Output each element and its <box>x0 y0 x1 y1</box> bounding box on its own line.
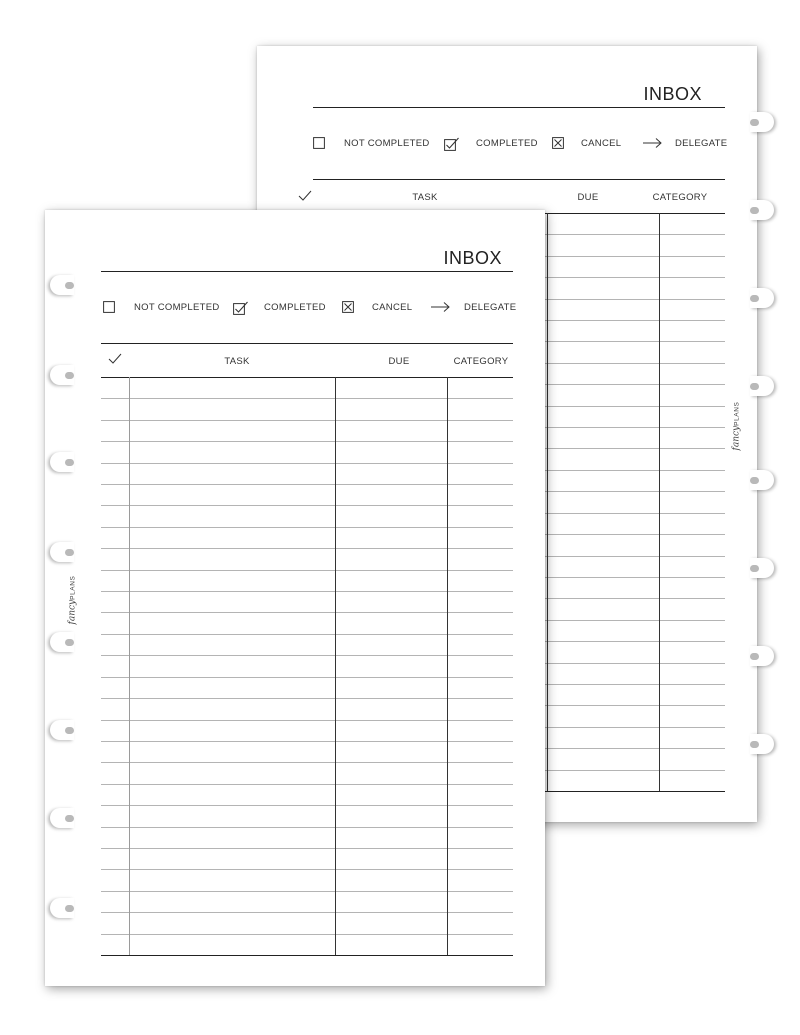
title-divider <box>313 107 725 108</box>
row-rule <box>101 441 513 442</box>
disc-punch <box>50 542 74 562</box>
row-rule <box>101 741 513 742</box>
row-rule <box>101 548 513 549</box>
row-rule <box>101 570 513 571</box>
table-top-rule <box>313 179 725 180</box>
page-title: INBOX <box>443 248 502 268</box>
disc-punch <box>750 288 774 308</box>
crossed-checkbox-icon <box>552 137 564 149</box>
column-header-category: CATEGORY <box>453 356 509 367</box>
disc-punch <box>750 646 774 666</box>
row-rule <box>101 591 513 592</box>
row-rule <box>101 698 513 699</box>
row-rule <box>101 505 513 506</box>
task-table <box>101 377 513 955</box>
checked-checkbox-icon <box>444 137 460 151</box>
row-rule <box>101 827 513 828</box>
disc-punch <box>50 452 74 472</box>
legend-label: COMPLETED <box>476 138 538 149</box>
row-rule <box>101 784 513 785</box>
row-rule <box>101 463 513 464</box>
table-bottom-rule <box>101 955 513 956</box>
legend-label: CANCEL <box>372 302 413 313</box>
legend-label: DELEGATE <box>675 138 728 149</box>
row-rule <box>101 912 513 913</box>
legend-label: DELEGATE <box>464 302 517 313</box>
column-header-category: CATEGORY <box>652 192 708 203</box>
disc-punch <box>750 112 774 132</box>
legend-label: NOT COMPLETED <box>344 138 430 149</box>
column-divider <box>129 377 130 955</box>
column-divider <box>547 213 548 791</box>
brand-logo: fancyPLANS <box>67 575 78 625</box>
row-rule <box>101 848 513 849</box>
column-header-due: DUE <box>388 356 410 367</box>
disc-punch <box>50 898 74 918</box>
column-divider <box>659 213 660 791</box>
status-legend <box>101 298 517 320</box>
disc-punch <box>50 720 74 740</box>
column-header-due: DUE <box>577 192 599 203</box>
legend-label: NOT COMPLETED <box>134 302 220 313</box>
disc-punch <box>50 365 74 385</box>
row-rule <box>101 869 513 870</box>
column-divider <box>335 377 336 955</box>
row-rule <box>101 762 513 763</box>
table-top-rule <box>101 343 513 344</box>
disc-punch <box>750 376 774 396</box>
checkmark-icon <box>298 190 312 202</box>
status-legend <box>313 134 728 156</box>
disc-punch <box>50 808 74 828</box>
disc-punch <box>50 275 74 295</box>
legend-label: CANCEL <box>581 138 622 149</box>
row-rule <box>101 612 513 613</box>
empty-checkbox-icon <box>313 137 325 149</box>
right-arrow-icon <box>643 137 663 149</box>
row-rule <box>101 677 513 678</box>
page-title: INBOX <box>643 84 702 104</box>
row-rule <box>101 484 513 485</box>
disc-punch <box>50 632 74 652</box>
disc-punch <box>750 200 774 220</box>
disc-punch <box>750 734 774 754</box>
title-divider <box>101 271 513 272</box>
row-rule <box>101 891 513 892</box>
disc-punch <box>750 470 774 490</box>
row-rule <box>101 720 513 721</box>
row-rule <box>101 805 513 806</box>
disc-punch <box>750 558 774 578</box>
brand-logo: fancyPLANS <box>731 401 742 451</box>
row-rule <box>101 398 513 399</box>
legend-label: COMPLETED <box>264 302 326 313</box>
row-rule <box>101 655 513 656</box>
row-rule <box>101 527 513 528</box>
checked-checkbox-icon <box>233 301 249 315</box>
column-header-task: TASK <box>224 356 250 367</box>
crossed-checkbox-icon <box>342 301 354 313</box>
row-rule <box>101 634 513 635</box>
empty-checkbox-icon <box>103 301 115 313</box>
row-rule <box>101 934 513 935</box>
column-header-task: TASK <box>412 192 438 203</box>
checkmark-icon <box>108 353 122 365</box>
row-rule <box>101 420 513 421</box>
right-arrow-icon <box>431 301 451 313</box>
column-divider <box>447 377 448 955</box>
planner-page-front <box>45 210 545 986</box>
